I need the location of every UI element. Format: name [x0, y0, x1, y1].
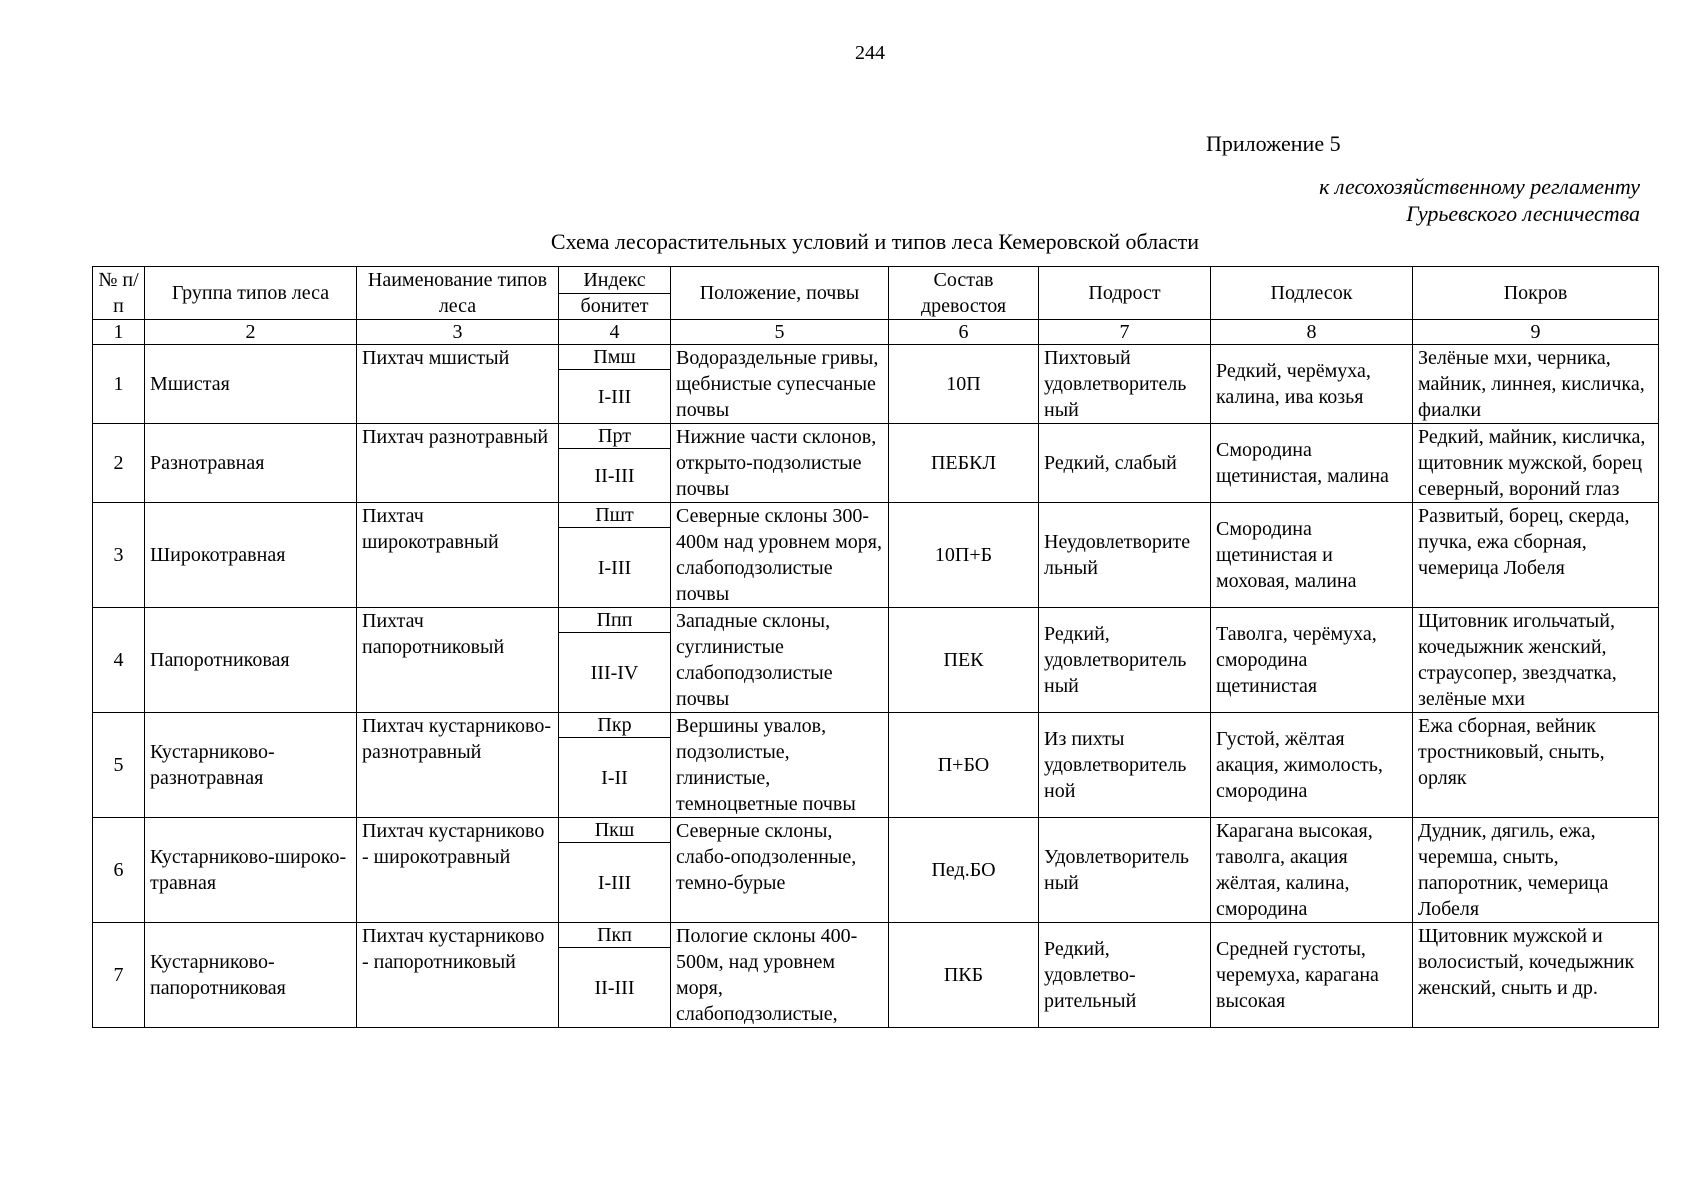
header-num: № п/п	[93, 267, 145, 320]
forest-types-table	[92, 266, 1659, 1028]
row-number: 6	[93, 818, 145, 923]
column-number: 8	[1211, 320, 1413, 345]
table-row	[93, 608, 1659, 633]
underwood: Средней густоты, черемуха, карагана высокая	[1211, 923, 1413, 1028]
table-row	[93, 818, 1659, 843]
bonitet-class: I-III	[559, 370, 671, 424]
stand-composition: ПЕБКЛ	[889, 424, 1039, 503]
forest-type-name: Пихтач широкотравный	[357, 503, 559, 608]
regulation-line-1: к лесохозяйственному регламенту	[1319, 174, 1640, 199]
underwood: Редкий, черёмуха, калина, ива козья	[1211, 345, 1413, 424]
ground-cover: Ежа сборная, вейник тростниковый, сныть, орляк	[1413, 713, 1659, 818]
row-number: 3	[93, 503, 145, 608]
column-number: 6	[889, 320, 1039, 345]
header-podrost: Подрост	[1039, 267, 1211, 320]
column-numbers-row	[93, 320, 1659, 345]
table-row	[93, 503, 1659, 528]
header-index: Индекс	[559, 267, 671, 294]
column-number: 4	[559, 320, 671, 345]
stand-composition: П+БО	[889, 713, 1039, 818]
forest-type-name: Пихтач кустарниково - папоротниковый	[357, 923, 559, 1028]
bonitet-class: I-II	[559, 738, 671, 818]
undergrowth: Из пихты удовлетворитель ной	[1039, 713, 1211, 818]
forest-group: Кустарниково-широко-травная	[145, 818, 357, 923]
forest-group: Папоротниковая	[145, 608, 357, 713]
ground-cover: Щитовник игольчатый, кочедыжник женский, страусопер, звездчатка, зелёные мхи	[1413, 608, 1659, 713]
bonitet-class: III-IV	[559, 633, 671, 713]
forest-type-name: Пихтач разнотравный	[357, 424, 559, 503]
header-bonitet: бонитет	[559, 293, 671, 320]
underwood: Карагана высокая, таволга, акация жёлтая, калина, смородина	[1211, 818, 1413, 923]
forest-type-name: Пихтач кустарниково-разнотравный	[357, 713, 559, 818]
bonitet-class: I-III	[559, 843, 671, 923]
page-number: 244	[855, 42, 885, 64]
underwood: Смородина щетинистая и моховая, малина	[1211, 503, 1413, 608]
row-number: 7	[93, 923, 145, 1028]
header-group: Группа типов леса	[145, 267, 357, 320]
type-index: Ппп	[559, 608, 671, 633]
position-soil: Пологие склоны 400-500м, над уровнем моря, слабоподзолистые,	[671, 923, 889, 1028]
forest-type-name: Пихтач мшистый	[357, 345, 559, 424]
ground-cover: Редкий, майник, кисличка, щитовник мужской, борец северный, вороний глаз	[1413, 424, 1659, 503]
position-soil: Северные склоны 300-400м над уровнем моря, слабоподзолистые почвы	[671, 503, 889, 608]
forest-group: Разнотравная	[145, 424, 357, 503]
column-number: 9	[1413, 320, 1659, 345]
row-number: 1	[93, 345, 145, 424]
header-podlesok: Подлесок	[1211, 267, 1413, 320]
type-index: Прт	[559, 424, 671, 449]
appendix-title: Приложение 5	[1206, 131, 1341, 156]
header-pokrov: Покров	[1413, 267, 1659, 320]
forest-type-name: Пихтач кустарниково - широкотравный	[357, 818, 559, 923]
ground-cover: Дудник, дягиль, ежа, черемша, сныть, папоротник, чемерица Лобеля	[1413, 818, 1659, 923]
forest-type-name: Пихтач папоротниковый	[357, 608, 559, 713]
position-soil: Западные склоны, суглинистые слабоподзолистые почвы	[671, 608, 889, 713]
position-soil: Водораздельные гривы, щебнистые супесчаные почвы	[671, 345, 889, 424]
bonitet-class: II-III	[559, 948, 671, 1028]
type-index: Пкр	[559, 713, 671, 738]
stand-composition: Пед.БО	[889, 818, 1039, 923]
ground-cover: Развитый, борец, скерда, пучка, ежа сборная, чемерица Лобеля	[1413, 503, 1659, 608]
undergrowth: Удовлетворитель ный	[1039, 818, 1211, 923]
position-soil: Вершины увалов, подзолистые, глинистые, темноцветные почвы	[671, 713, 889, 818]
ground-cover: Зелёные мхи, черника, майник, линнея, кисличка, фиалки	[1413, 345, 1659, 424]
row-number: 4	[93, 608, 145, 713]
ground-cover: Щитовник мужской и волосистый, кочедыжник женский, сныть и др.	[1413, 923, 1659, 1028]
column-number: 7	[1039, 320, 1211, 345]
column-number: 2	[145, 320, 357, 345]
type-index: Пкш	[559, 818, 671, 843]
column-number: 5	[671, 320, 889, 345]
forest-group: Кустарниково-папоротниковая	[145, 923, 357, 1028]
table-row	[93, 424, 1659, 449]
type-index: Пшт	[559, 503, 671, 528]
position-soil: Северные склоны, слабо-оподзоленные, темно-бурые	[671, 818, 889, 923]
row-number: 5	[93, 713, 145, 818]
undergrowth: Неудовлетворите льный	[1039, 503, 1211, 608]
underwood: Густой, жёлтая акация, жимолость, смородина	[1211, 713, 1413, 818]
stand-composition: 10П	[889, 345, 1039, 424]
table-row	[93, 713, 1659, 738]
stand-composition: ПЕК	[889, 608, 1039, 713]
bonitet-class: II-III	[559, 449, 671, 503]
underwood: Таволга, черёмуха, смородина щетинистая	[1211, 608, 1413, 713]
document-title: Схема лесорастительных условий и типов леса Кемеровской области	[550, 229, 1200, 254]
undergrowth: Редкий, слабый	[1039, 424, 1211, 503]
type-index: Пмш	[559, 345, 671, 370]
stand-composition: ПКБ	[889, 923, 1039, 1028]
header-composition: Состав древостоя	[889, 267, 1039, 320]
undergrowth: Редкий, удовлетворитель ный	[1039, 608, 1211, 713]
stand-composition: 10П+Б	[889, 503, 1039, 608]
table-row	[93, 923, 1659, 948]
underwood: Смородина щетинистая, малина	[1211, 424, 1413, 503]
undergrowth: Пихтовый удовлетворитель ный	[1039, 345, 1211, 424]
table-row	[93, 345, 1659, 370]
bonitet-class: I-III	[559, 528, 671, 608]
forest-group: Мшистая	[145, 345, 357, 424]
header-name: Наименование типов леса	[357, 267, 559, 320]
type-index: Пкп	[559, 923, 671, 948]
regulation-line-2: Гурьевского лесничества	[1406, 201, 1640, 226]
undergrowth: Редкий, удовлетво-рительный	[1039, 923, 1211, 1028]
forest-group: Широкотравная	[145, 503, 357, 608]
header-position: Положение, почвы	[671, 267, 889, 320]
column-number: 1	[93, 320, 145, 345]
forest-group: Кустарниково-разнотравная	[145, 713, 357, 818]
row-number: 2	[93, 424, 145, 503]
position-soil: Нижние части склонов, открыто-подзолистые почвы	[671, 424, 889, 503]
column-number: 3	[357, 320, 559, 345]
